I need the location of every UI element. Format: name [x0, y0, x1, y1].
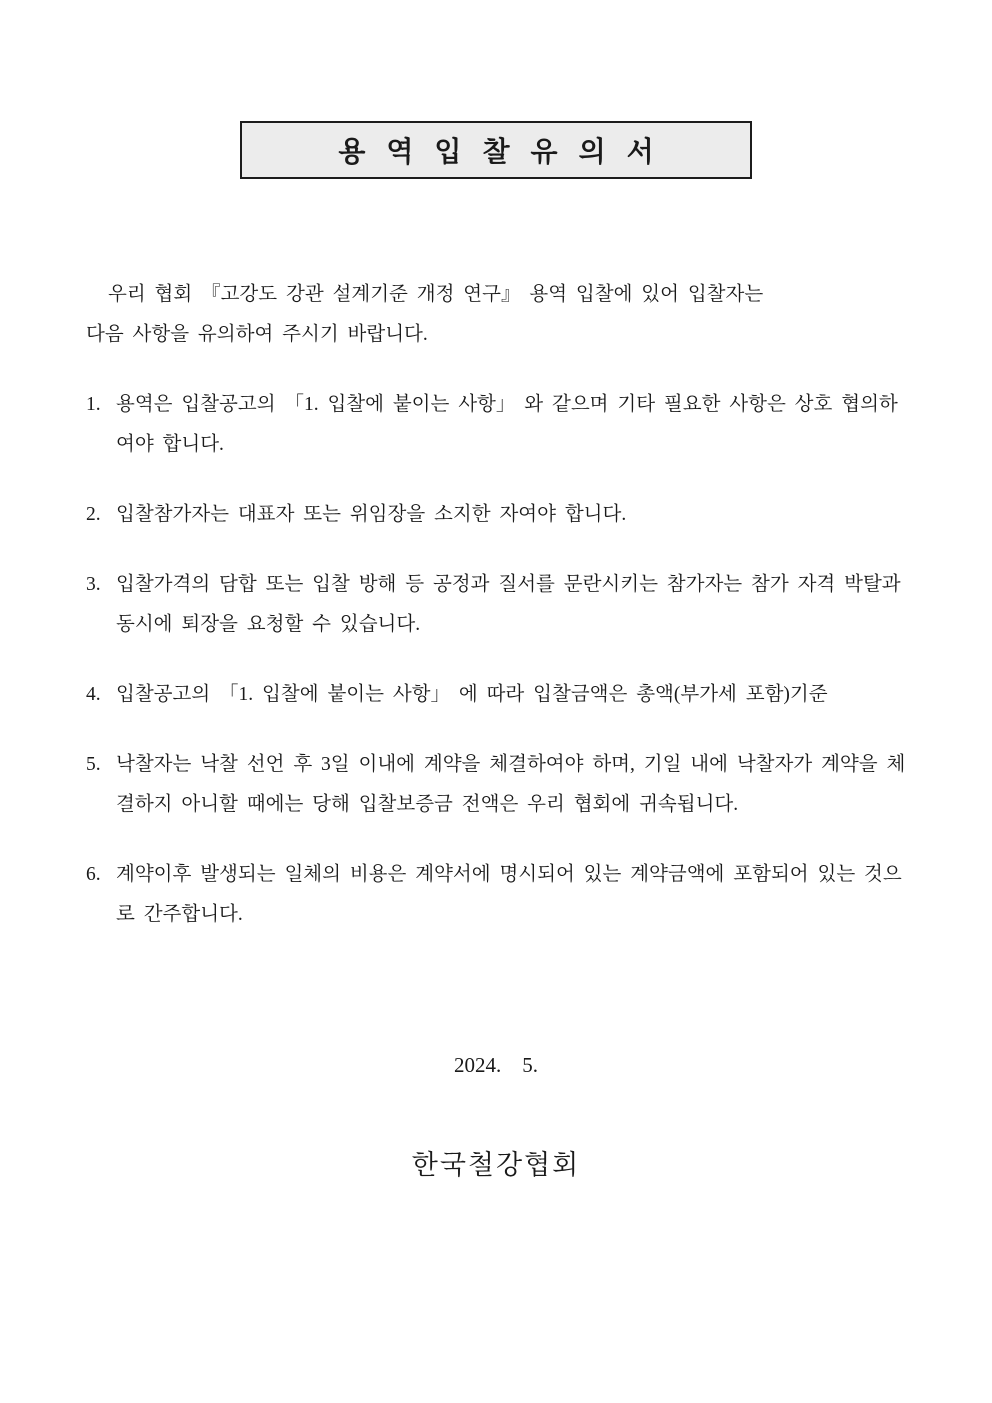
item-number: 2. [86, 504, 101, 525]
notice-item-4 [86, 675, 906, 715]
organization-name: 한국철강협회 [411, 1150, 581, 1180]
document-date: 2024. 5. [454, 1053, 538, 1077]
notice-item-5 [86, 745, 906, 825]
intro-paragraph [86, 275, 906, 355]
document-title: 용 역 입 찰 유 의 서 [338, 137, 661, 168]
item-text: 입찰공고의 「1. 입찰에 붙이는 사항」 에 따라 입찰금액은 총액(부가세 포함)기준 [116, 684, 828, 705]
item-number: 6. [86, 864, 101, 885]
intro-line-1: 우리 협회 『고강도 강관 설계기준 개정 연구』 용역 입찰에 있어 입찰자는 [108, 284, 764, 305]
item-text: 입찰참가자는 대표자 또는 위임장을 소지한 자여야 합니다. [116, 504, 627, 525]
item-number: 3. [86, 574, 101, 595]
item-text: 입찰가격의 담합 또는 입찰 방해 등 공정과 질서를 문란시키는 참가자는 참가 자격 박탈과 동시에 퇴장을 요청할 수 있습니다. [116, 574, 901, 635]
item-number: 4. [86, 684, 101, 705]
item-number: 5. [86, 754, 101, 775]
intro-line-2: 다음 사항을 유의하여 주시기 바랍니다. [86, 324, 428, 345]
item-text: 용역은 입찰공고의 「1. 입찰에 붙이는 사항」 와 같으며 기타 필요한 사항은 상호 협의하여야 합니다. [116, 394, 898, 455]
item-text: 계약이후 발생되는 일체의 비용은 계약서에 명시되어 있는 계약금액에 포함되어 있는 것으로 간주합니다. [116, 864, 902, 925]
title-box [240, 121, 752, 179]
notice-item-3 [86, 565, 906, 645]
item-number: 1. [86, 394, 101, 415]
item-text: 낙찰자는 낙찰 선언 후 3일 이내에 계약을 체결하여야 하며, 기일 내에 낙찰자가 계약을 체결하지 아니할 때에는 당해 입찰보증금 전액은 우리 협회에 귀속됩니다. [116, 754, 906, 815]
notice-item-2 [86, 495, 906, 535]
notice-item-6 [86, 855, 906, 935]
notice-item-1 [86, 385, 906, 465]
